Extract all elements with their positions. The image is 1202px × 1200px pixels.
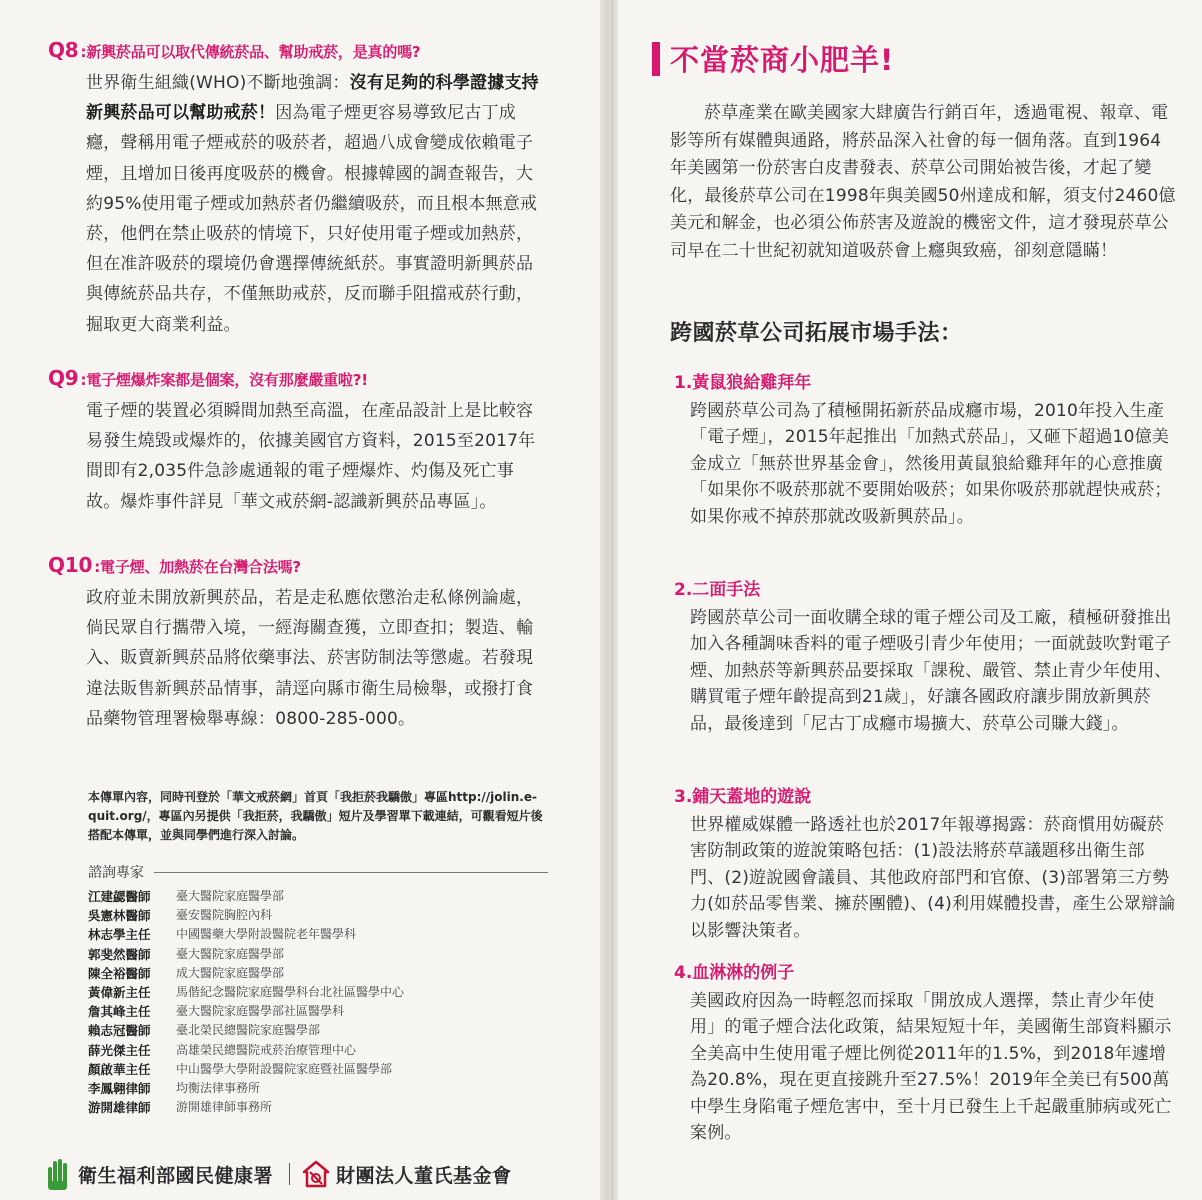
expert-row: [88, 906, 548, 925]
section-title: 跨國菸草公司拓展市場手法：: [670, 321, 963, 346]
expert-name: 林志學主任: [88, 927, 151, 943]
foundation-logo-icon: [302, 1160, 330, 1188]
tactic-body: 跨國菸草公司為了積極開拓新菸品成癮市場，2010年投入生產「電子煙」，2015年起推出「加熱式菸品」，又砸下超過10億美金成立「無菸世界基金會」，然後用黃鼠狼給雞拜年的心意推廣「如果你不吸菸那就不要開始吸菸；如果你吸菸那就趕快戒菸；如果你戒不掉菸那就改吸新興菸品」。: [690, 401, 1172, 527]
divider: [154, 872, 548, 873]
tactic-heading: 3.鋪天蓋地的遊說: [674, 787, 812, 807]
answer-lead: 世界衛生組織(WHO)不斷地強調：: [86, 73, 350, 93]
question-number: Q8: [48, 38, 79, 62]
qa-q9: [48, 368, 548, 517]
qa-q8: [48, 40, 548, 340]
hpa-logo-icon: [46, 1157, 72, 1191]
page-title: 不當菸商小肥羊!: [670, 43, 895, 77]
qa-q10: [48, 555, 548, 734]
consultant-list: [88, 862, 548, 1117]
expert-row: [88, 1021, 548, 1040]
expert-row: [88, 1060, 548, 1079]
expert-name: 郭斐然醫師: [88, 946, 151, 962]
tactic-body: 世界權威媒體一路透社也於2017年報導揭露：菸商慣用妨礙菸害防制政策的遊說策略包括：(1)設法將菸草議題移出衛生部門、(2)遊說國會議員、其他政府部門和官僚、(3)部署第三方勢力(如菸品零售業、擁菸團體)、(4)利用媒體投書，產生公眾辯論以影響決策者。: [690, 815, 1176, 941]
footer-org-hpa: 衛生福利部國民健康署: [78, 1164, 274, 1187]
expert-org: 游開雄律師事務所: [176, 1100, 273, 1115]
tactic-body: 跨國菸草公司一面收購全球的電子煙公司及工廠，積極研發推出加入各種調味香料的電子煙吸引青少年使用；一面就鼓吹對電子煙、加熱菸等新興菸品要採取「課稅、嚴管、禁止青少年使用、購買電子煙年齡提高到21歲」，好讓各國政府讓步開放新興菸品，最後達到「尼古丁成癮市場擴大、菸草公司賺大錢」。: [690, 608, 1172, 734]
answer-rest: 因為電子煙更容易導致尼古丁成癮，聲稱用電子煙戒菸的吸菸者，超過八成會變成依賴電子煙，且增加日後再度吸菸的機會。根據韓國的調查報告，大約95%使用電子煙或加熱菸者仍繼續吸菸，而且根本無意戒菸，他們在禁止吸菸的情境下，只好使用電子煙或加熱菸，但在准許吸菸的環境仍會選擇傳統紙菸。事實證明新興菸品與傳統菸品共存，不僅無助戒菸，反而聯手阻擋戒菸行動，掘取更大商業利益。: [86, 103, 538, 335]
expert-row: [88, 887, 548, 906]
answer-text: [86, 68, 546, 340]
question-text: :電子煙、加熱菸在台灣合法嗎?: [94, 558, 301, 576]
expert-row: [88, 1098, 548, 1117]
consultant-title: 諮詢專家: [88, 865, 144, 881]
answer-emphasis: 沒有足夠的科學證據支持新興菸品可以幫助戒菸！: [86, 73, 539, 124]
question-text: :新興菸品可以取代傳統菸品、幫助戒菸，是真的嗎?: [80, 43, 421, 61]
intro-paragraph: 菸草產業在歐美國家大肆廣告行銷百年，透過電視、報章、電影等所有媒體與通路，將菸品深入社會的每一個角落。直到1964年美國第一份菸害白皮書發表、菸草公司開始被告後，才起了變化，最後菸草公司在1998年與美國50州達成和解，須支付2460億美元和解金，也必須公佈菸害及遊說的機密文件，這才發現菸草公司早在二十世紀初就知道吸菸會上癮與致癌，卻刻意隱瞞！: [670, 103, 1176, 261]
expert-name: 黃偉新主任: [88, 985, 151, 1001]
right-title-block: [652, 38, 894, 79]
expert-row: [88, 945, 548, 964]
question-text: :電子煙爆炸案都是個案，沒有那麼嚴重啦?!: [80, 371, 368, 389]
expert-row: [88, 964, 548, 983]
expert-org: 中山醫學大學附設醫院家庭暨社區醫學部: [176, 1061, 393, 1076]
tactic-body: 美國政府因為一時輕忽而採取「開放成人選擇，禁止青少年使用」的電子煙合法化政策，結果短短十年，美國衛生部資料顯示全美高中生使用電子煙比例從2011年的1.5%，到2018年遽增為20.8%，現在更直接跳升至27.5%！2019年全美已有500萬中學生身陷電子煙危害中，至十月已發生上千起嚴重肺病或死亡案例。: [690, 991, 1172, 1144]
expert-org: 馬偕紀念醫院家庭醫學科台北社區醫學中心: [176, 985, 405, 1000]
footer-logos: [46, 1152, 586, 1196]
answer-text: 政府並未開放新興菸品，若是走私應依懲治走私條例論處，倘民眾自行攜帶入境，一經海關查獲，立即查扣；製造、輸入、販賣新興菸品將依藥事法、菸害防制法等懲處。若發現違法販售新興菸品情事，請逕向縣市衛生局檢舉，或撥打食品藥物管理署檢舉專線：0800-285-000。: [86, 588, 534, 729]
expert-row: [88, 983, 548, 1002]
tactic-heading: 1.黃鼠狼給雞拜年: [674, 373, 812, 393]
expert-name: 賴志冠醫師: [88, 1023, 151, 1039]
expert-name: 游開雄律師: [88, 1100, 151, 1116]
expert-name: 薛光傑主任: [88, 1042, 151, 1058]
tactic-1: [674, 372, 1178, 530]
expert-name: 顏啟華主任: [88, 1061, 151, 1077]
expert-name: 陳全裕醫師: [88, 965, 151, 981]
footer-separator: [289, 1163, 290, 1185]
title-accent-bar: [652, 42, 660, 76]
expert-org: 中國醫藥大學附設醫院老年醫學科: [176, 927, 357, 942]
tactic-3: [674, 786, 1178, 944]
answer-text: 電子煙的裝置必須瞬間加熱至高溫，在產品設計上是比較容易發生燒毀或爆炸的，依據美國官方資料，2015至2017年間即有2,035件急診處通報的電子煙爆炸、灼傷及死亡事故。爆炸事件詳見「華文戒菸網-認識新興菸品專區」。: [86, 401, 536, 512]
expert-org: 臺安醫院胸腔內科: [176, 908, 273, 923]
tactic-2: [674, 579, 1178, 737]
footer-org-foundation: 財團法人董氏基金會: [336, 1164, 512, 1187]
consultant-header: [88, 862, 548, 882]
tactic-heading: 4.血淋淋的例子: [674, 963, 795, 983]
tactic-4: [674, 962, 1178, 1146]
expert-name: 吳憲林醫師: [88, 908, 151, 924]
expert-org: 均衡法律事務所: [176, 1081, 261, 1096]
expert-name: 李鳳翱律師: [88, 1081, 151, 1097]
expert-list: [88, 887, 548, 1117]
expert-org: 臺大醫院家庭醫學部社區醫學科: [176, 1004, 345, 1019]
promo-note: 本傳單內容，同時刊登於「華文戒菸網」首頁「我拒菸我驕傲」專區http://jolin.e-quit.org/，專區內另提供「我拒菸，我驕傲」短片及學習單下載連結，可觀看短片後搭配本傳單，並與同學們進行深入討論。: [88, 790, 543, 842]
question-number: Q10: [48, 553, 93, 577]
expert-name: 江建勰醫師: [88, 889, 151, 904]
expert-row: [88, 1079, 548, 1098]
expert-org: 臺大醫院家庭醫學部: [176, 889, 285, 903]
expert-row: [88, 925, 548, 944]
tactic-heading: 2.二面手法: [674, 580, 761, 600]
expert-org: 臺北榮民總醫院家庭醫學部: [176, 1023, 321, 1038]
expert-row: [88, 1002, 548, 1021]
expert-org: 臺大醫院家庭醫學部: [176, 946, 285, 961]
question-title: [48, 40, 548, 62]
expert-name: 詹其峰主任: [88, 1004, 151, 1020]
expert-row: [88, 1041, 548, 1060]
left-page: [0, 0, 600, 1200]
expert-org: 高雄榮民總醫院戒菸治療管理中心: [176, 1042, 357, 1057]
right-page: [618, 0, 1202, 1200]
expert-org: 成大醫院家庭醫學部: [176, 965, 285, 980]
question-number: Q9: [48, 366, 79, 390]
question-title: [48, 368, 548, 390]
question-title: [48, 555, 548, 577]
